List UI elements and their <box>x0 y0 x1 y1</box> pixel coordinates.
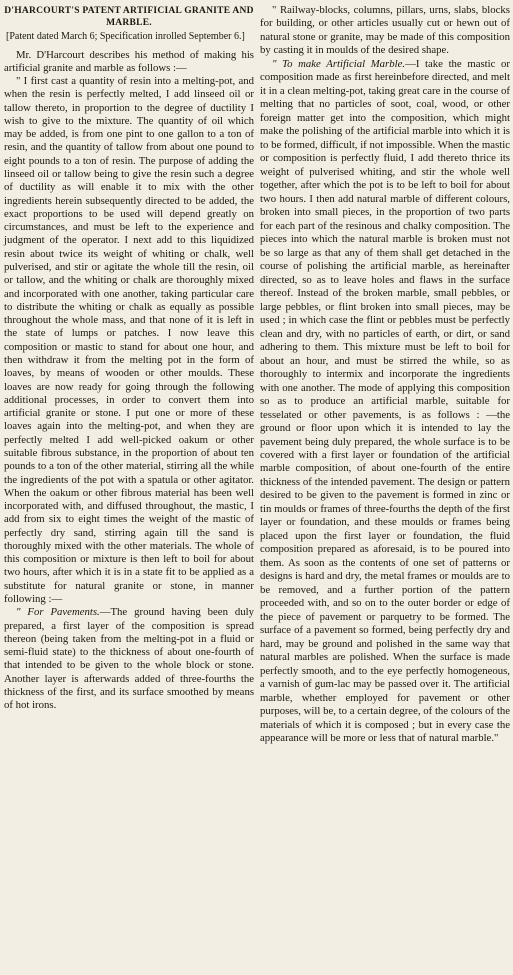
left-column <box>4 4 254 746</box>
pavements-text: —The ground having been duly prepared, a first layer of the composition is spread thereon (being taken from the melting-pot in a fluid or semi-fluid state) to the thickness of about one-fourth of that intended to be given to the whole block or stone. Another layer is afterwards added of three-fourths the thickness of the first, and its surface smoothed by means of hot irons. <box>4 606 254 712</box>
right-column <box>260 4 510 746</box>
marble-paragraph <box>260 58 510 746</box>
pavements-heading: " For Pavements. <box>16 606 100 619</box>
patent-dates: [Patent dated March 6; Specification inrolled September 6.] <box>6 31 245 42</box>
marble-text: —I take the mastic or composition made as first hereinbefore directed, and melt it in a clean melting-pot, taking great care in the course of melting that no particles of soot, coal, wood, or other foreign matter get into the composition, which might make the polishing of the artificial marble into which it is to be formed, difficult, if not impossible. When the mastic or composition is perfectly fluid, I add thereto thrice its weight of pulverised whiting, and stir the whole well together, after which the pot is to be left to boil for about two hours. I then add natural marble of different colours, broken into small pieces, in the proportion of two parts for each part of the resinous and chalky composition. The pieces into which the natural marble is broken must not be so large as that any of them shall get detached in the course of polishing the artificial marble, as hereinafter directed, so as to leave holes and flaws in the surface thereof. Instead of the broken marble, small pebbles, or large pebbles, or flint broken into small pieces, may be used ; in which case the flint or pebbles must be perfectly clean and dry, with no particles of earth, or dirt, or sand adhering to them. This mixture must be left to boil for about an hour, and must be stirred the while, so as thoroughly to intermix and incorporate the ingredients with one another. The mode of applying this composition so as to produce an artificial marble, suitable for tesselated or other pavements, is as follows : —the ground or floor upon which it is intended to lay the pavement being duly prepared, the whole surface is to be covered with a first layer or foundation of the artificial marble composition, of about one-fourth of the entire thickness of the intended pavement. The design or pattern desired to be given to the pavement is formed in zinc or tin moulds or frames of three-fourths the depth of the first layer or foundation, and these moulds or frames being placed upon the first layer or foundation, the fluid composition prepared as aforesaid, is to be poured into them. As soon as the contents of one set of patterns or designs is hard and dry, the metal frames or moulds are to be removed, and a further portion of the pattern proceeded with, and so on to the outer border or edge of the piece of pavement or parquetry to be formed. The surface of a pavement so formed, being perfectly dry and hard, may be ground and polished in the same way that natural marbles are polished. When the surface is made perfectly smooth, and to the eye perfectly homogeneous, a varnish of gum-lac may be passed over it. The artificial marble, whether employed for pavement or other purposes, will be, to a certain degree, of the colours of the materials of which it is composed ; but in every case the appearance will be more or less that of natural marble." <box>260 57 510 745</box>
resin-process-paragraph: " I first cast a quantity of resin into a melting-pot, and when the resin is perfectly melted, I add linseed oil or tallow thereto, in proportion to the degree of ductility I wish to give to the mixture. The quantity of oil which may be added, is from one pint to one gallon to a ton of resin, and the quantity of tallow from about one pound to eight pounds to a ton of resin. The purpose of adding the linseed oil or tallow being to give the resin such a degree of ductility as will enable it to mix with the other ingredients herein subsequently directed to be added, the exact proportions to be used will depend greatly on circumstances, and must be left to the experience and judgment of the operator. I next add to this liquidized resin about twice its weight of whiting or chalk, well pulverised, and stir or agitate the whole till the resin, oil or tallow, and the whiting or chalk are thoroughly mixed and incorporated with one another, taking particular care to distribute the whiting or chalk as equally as possible throughout the whole mass, and that none of it is left in the state of lumps or patches. I now leave this composition or mastic to stand for about one hour, and then withdraw it from the melting pot in the form of loaves, by means of wooden or other moulds. These loaves are now ready for going through the following additional processes, in order to convert them into artificial granite or stone. I put one or more of these loaves again into the melting-pot, and when they are perfectly melted I add well-picked oakum or other suitable fibrous substance, in the proportion of about ten pounds to a ton of the other material, stirring all the while the ingredients of the pot with a spatula or other agitator. When the oakum or other fibrous material has been well incorporated with, and diffused throughout, the mastic, I add from six to eight times the weight of the mastic of perfectly dry sand, stirring again till the sand is thoroughly mixed with the other materials. The whole of this composition or mixture is then left to boil for about two hours, after which it is in a state fit to be applied as a substitute for natural granite or stone, in manner following :— <box>4 75 254 606</box>
marble-heading: " To make Artificial Marble. <box>272 57 406 70</box>
pavements-paragraph <box>4 606 254 712</box>
article-columns <box>4 4 510 746</box>
intro-paragraph: Mr. D'Harcourt describes his method of making his artificial granite and marble as follows :— <box>4 48 254 74</box>
article-title: D'HARCOURT'S PATENT ARTIFICIAL GRANITE AND MARBLE. <box>4 6 254 28</box>
railway-blocks-paragraph: " Railway-blocks, columns, pillars, urns, slabs, blocks for building, or other articles usually cut or hewn out of natural stone or granite, may be made of this composition by casting it in moulds of the desired shape. <box>260 4 510 57</box>
